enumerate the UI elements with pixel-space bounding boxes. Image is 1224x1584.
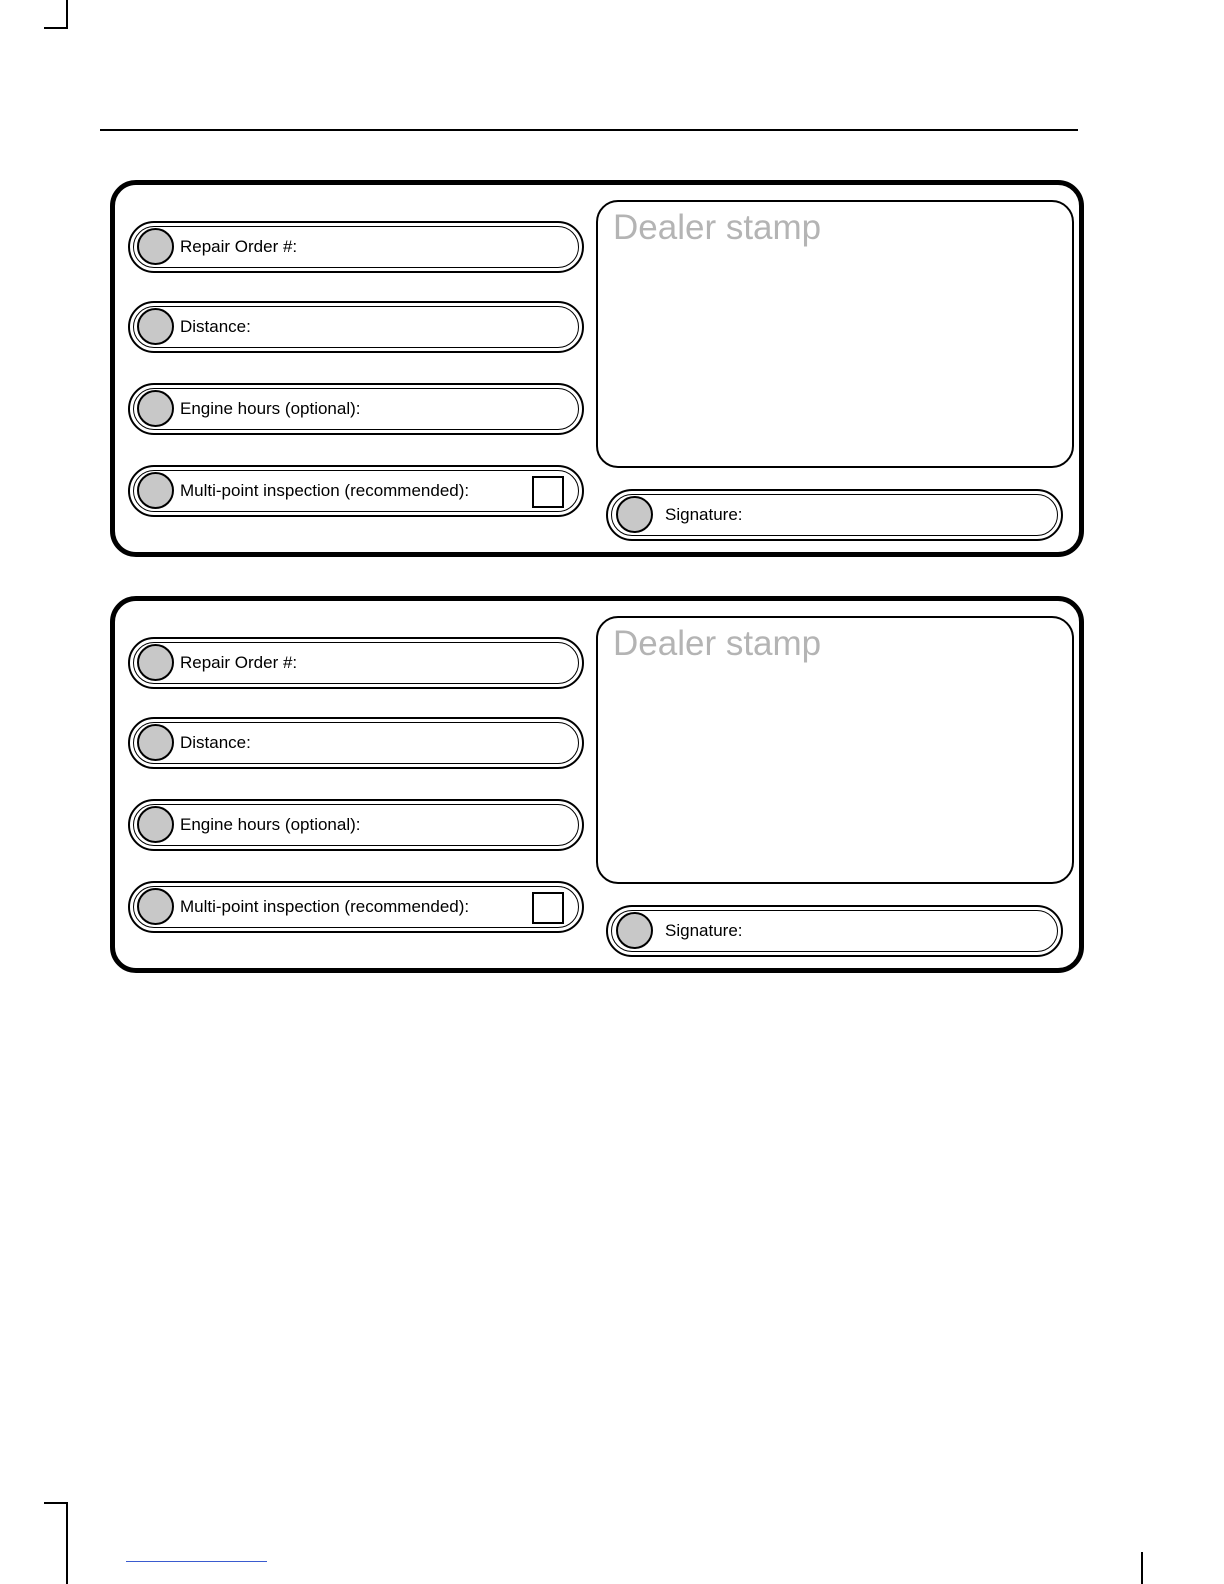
bullet-dot [137, 390, 174, 427]
repair-order-field[interactable] [128, 637, 584, 689]
inspection-checkbox[interactable] [532, 892, 564, 924]
inspection-field [128, 465, 584, 517]
crop-mark-top-left [66, 0, 68, 28]
inspection-field [128, 881, 584, 933]
distance-label: Distance: [180, 317, 251, 336]
signature-field[interactable] [606, 489, 1063, 541]
inspection-checkbox[interactable] [532, 476, 564, 508]
signature-label: Signature: [665, 505, 743, 524]
bullet-dot [137, 308, 174, 345]
footer-link-underline[interactable] [126, 1561, 267, 1562]
crop-mark-bottom-right [1141, 1552, 1143, 1584]
engine-hours-field[interactable] [128, 799, 584, 851]
bullet-dot [137, 888, 174, 925]
bullet-dot [137, 806, 174, 843]
bullet-dot [137, 472, 174, 509]
repair-order-field[interactable] [128, 221, 584, 273]
crop-mark-bottom-left [44, 1502, 68, 1504]
bullet-dot [137, 228, 174, 265]
distance-field[interactable] [128, 301, 584, 353]
engine-hours-label: Engine hours (optional): [180, 399, 361, 418]
dealer-stamp-box [596, 616, 1074, 884]
header-rule [100, 129, 1078, 131]
dealer-stamp-label: Dealer stamp [613, 208, 822, 247]
service-record-card [110, 180, 1084, 557]
bullet-dot [616, 496, 653, 533]
engine-hours-field[interactable] [128, 383, 584, 435]
inspection-label: Multi-point inspection (recommended): [180, 897, 470, 916]
engine-hours-label: Engine hours (optional): [180, 815, 361, 834]
dealer-stamp-box [596, 200, 1074, 468]
signature-field[interactable] [606, 905, 1063, 957]
crop-mark-bottom-left [66, 1502, 68, 1584]
bullet-dot [616, 912, 653, 949]
service-record-card [110, 596, 1084, 973]
distance-label: Distance: [180, 733, 251, 752]
bullet-dot [137, 644, 174, 681]
signature-label: Signature: [665, 921, 743, 940]
repair-order-label: Repair Order #: [180, 653, 298, 672]
bullet-dot [137, 724, 174, 761]
dealer-stamp-label: Dealer stamp [613, 624, 822, 663]
distance-field[interactable] [128, 717, 584, 769]
crop-mark-top-left [44, 27, 68, 29]
repair-order-label: Repair Order #: [180, 237, 298, 256]
inspection-label: Multi-point inspection (recommended): [180, 481, 470, 500]
